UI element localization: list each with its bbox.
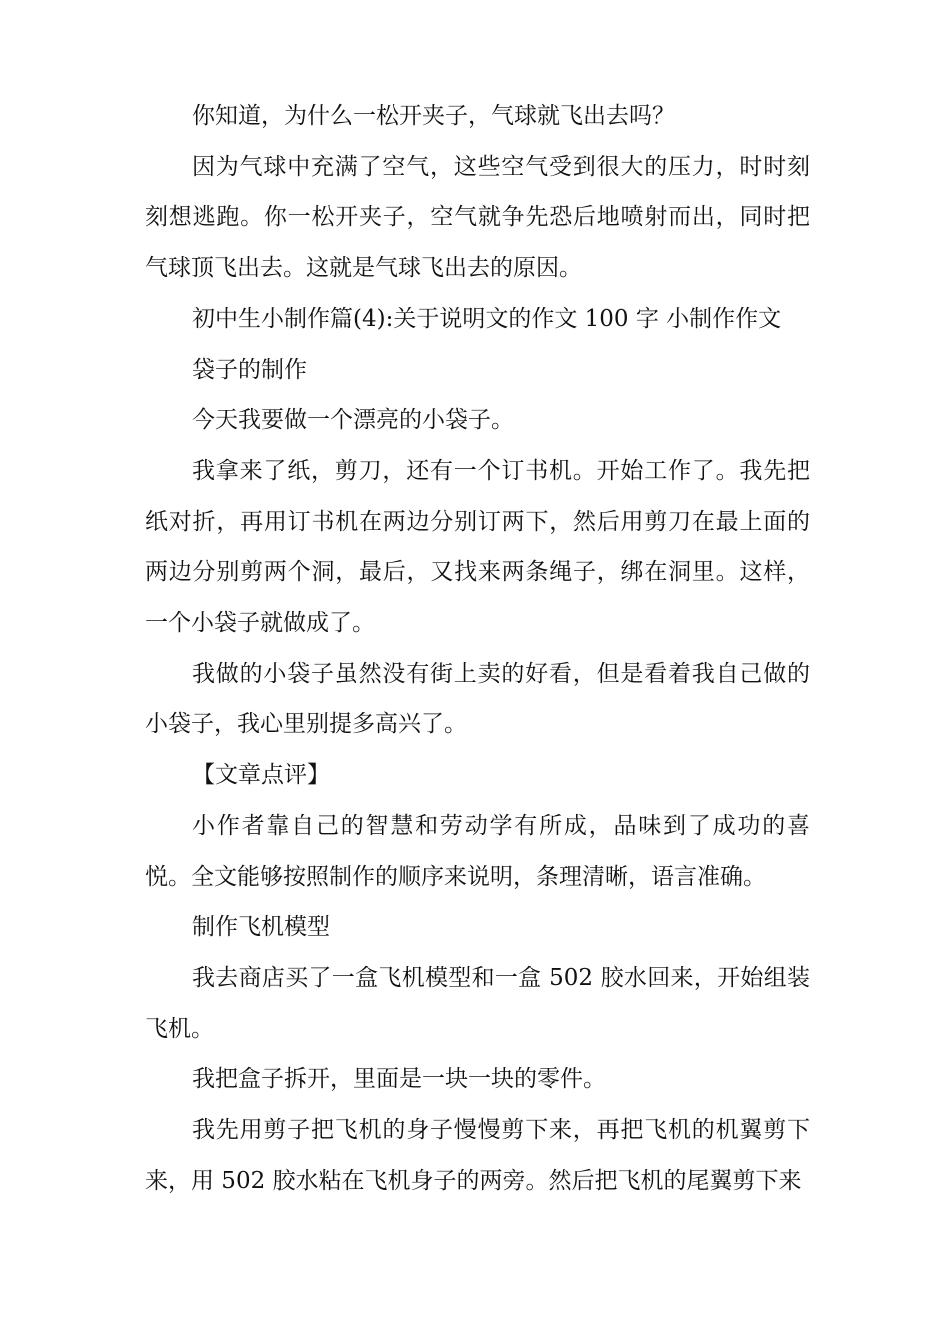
essay-title: 袋子的制作 — [192, 356, 307, 383]
document-body — [145, 91, 810, 1206]
paragraph: 小作者靠自己的智慧和劳动学有所成，品味到了成功的喜悦。全文能够按照制作的顺序来说明，条理清晰，语言准确。 — [145, 812, 810, 890]
paragraph: 因为气球中充满了空气，这些空气受到很大的压力，时时刻刻想逃跑。你一松开夹子，空气就争先恐后地喷射而出，同时把气球顶飞出去。这就是气球飞出去的原因。 — [145, 153, 810, 282]
paragraph: 我去商店买了一盒飞机模型和一盒 502 胶水回来，开始组装飞机。 — [145, 964, 810, 1042]
paragraph: 我做的小袋子虽然没有街上卖的好看，但是看着我自己做的小袋子，我心里别提多高兴了。 — [145, 660, 810, 738]
paragraph: 你知道，为什么一松开夹子，气球就飞出去吗？ — [192, 103, 675, 129]
paragraph: 我先用剪子把飞机的身子慢慢剪下来，再把飞机的机翼剪下来，用 502 胶水粘在飞机身子的两旁。然后把飞机的尾翼剪下来 — [145, 1117, 810, 1194]
review-heading: 【文章点评】 — [192, 762, 330, 789]
section-heading: 初中生小制作篇(4):关于说明文的作文 100 字 小制作作文 — [192, 305, 782, 332]
paragraph: 我把盒子拆开，里面是一块一块的零件。 — [192, 1066, 606, 1093]
essay-title: 制作飞机模型 — [192, 914, 330, 941]
paragraph: 我拿来了纸，剪刀，还有一个订书机。开始工作了。我先把纸对折，再用订书机在两边分别订两下，然后用剪刀在最上面的两边分别剪两个洞，最后，又找来两条绳子，绑在洞里。这样，一个小袋子就做成了。 — [145, 457, 810, 637]
paragraph: 今天我要做一个漂亮的小袋子。 — [192, 407, 514, 434]
